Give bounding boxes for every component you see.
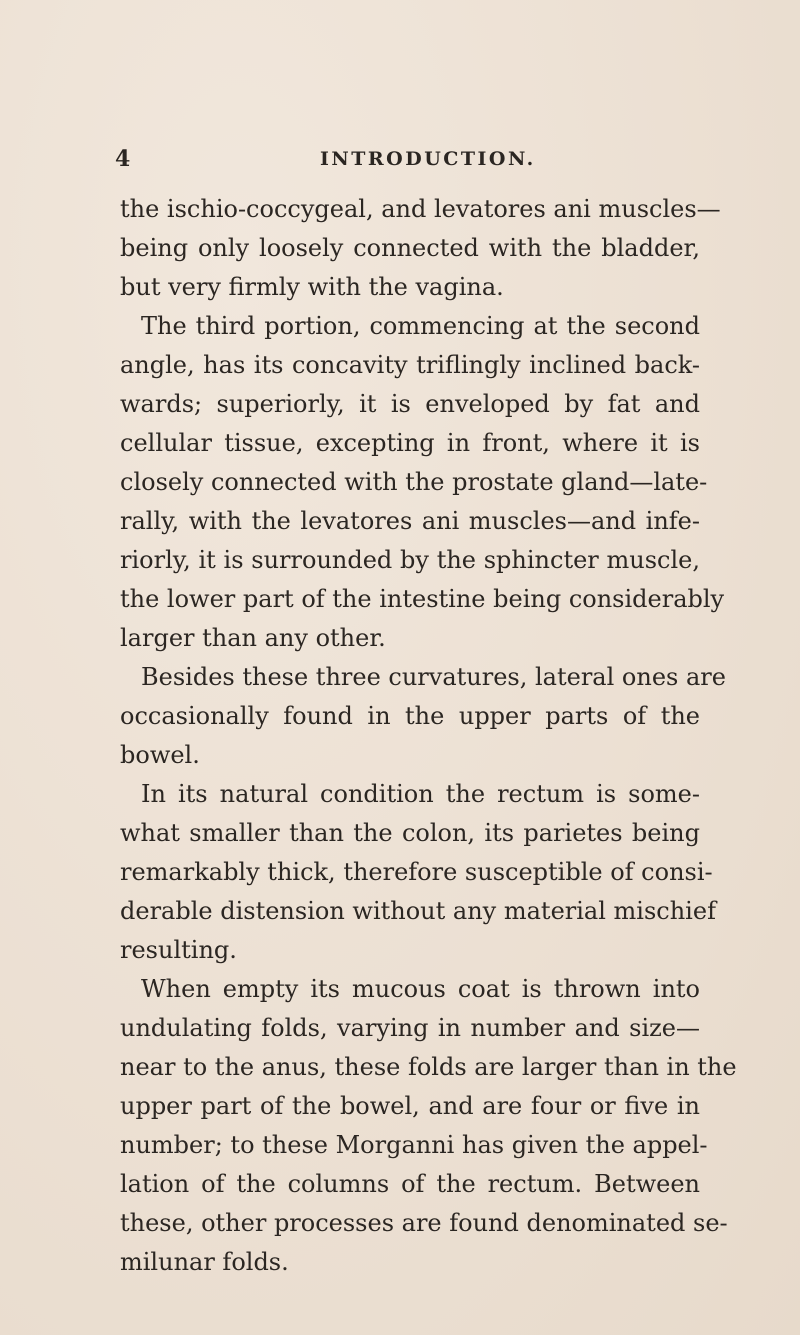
text-line: the ischio-coccygeal, and levatores ani muscles—	[120, 195, 721, 223]
text-line: undulating folds, varying in number and size—	[120, 1014, 700, 1042]
text-line: cellular tissue, excepting in front, where it is	[120, 429, 700, 457]
text-line: derable distension without any material mischief	[120, 897, 716, 925]
text-line: angle, has its concavity triflingly inclined back-	[120, 351, 700, 379]
text-line: Besides these three curvatures, lateral ones are	[141, 663, 726, 691]
text-line: milunar folds.	[120, 1248, 289, 1276]
running-head: INTRODUCTION.	[320, 148, 536, 170]
text-line: remarkably thick, therefore susceptible of consi-	[120, 858, 713, 886]
text-line: being only loosely connected with the bladder,	[120, 234, 700, 262]
text-line: upper part of the bowel, and are four or five in	[120, 1092, 700, 1120]
text-line: lation of the columns of the rectum. Between	[120, 1170, 700, 1198]
text-line: but very firmly with the vagina.	[120, 273, 504, 301]
body-text	[120, 190, 737, 1282]
text-line: occasionally found in the upper parts of the	[120, 702, 700, 730]
text-line: the lower part of the intestine being considerably	[120, 585, 725, 613]
text-line: what smaller than the colon, its parietes being	[120, 819, 700, 847]
text-line: wards; superiorly, it is enveloped by fat and	[120, 390, 700, 418]
text-line: bowel.	[120, 741, 200, 769]
text-line: riorly, it is surrounded by the sphincter muscle,	[120, 546, 700, 574]
text-line: larger than any other.	[120, 624, 386, 652]
text-line: number; to these Morganni has given the appel-	[120, 1131, 708, 1159]
text-line: resulting.	[120, 936, 237, 964]
text-line: When empty its mucous coat is thrown into	[141, 975, 700, 1003]
page-number: 4	[115, 146, 132, 172]
text-line: closely connected with the prostate gland—late-	[120, 468, 708, 496]
page-header	[0, 146, 800, 172]
text-line: rally, with the levatores ani muscles—and infe-	[120, 507, 700, 535]
text-line: these, other processes are found denominated se-	[120, 1209, 728, 1237]
text-line: The third portion, commencing at the second	[141, 312, 700, 340]
text-line: near to the anus, these folds are larger than in the	[120, 1053, 737, 1081]
text-line: In its natural condition the rectum is some-	[141, 780, 700, 808]
